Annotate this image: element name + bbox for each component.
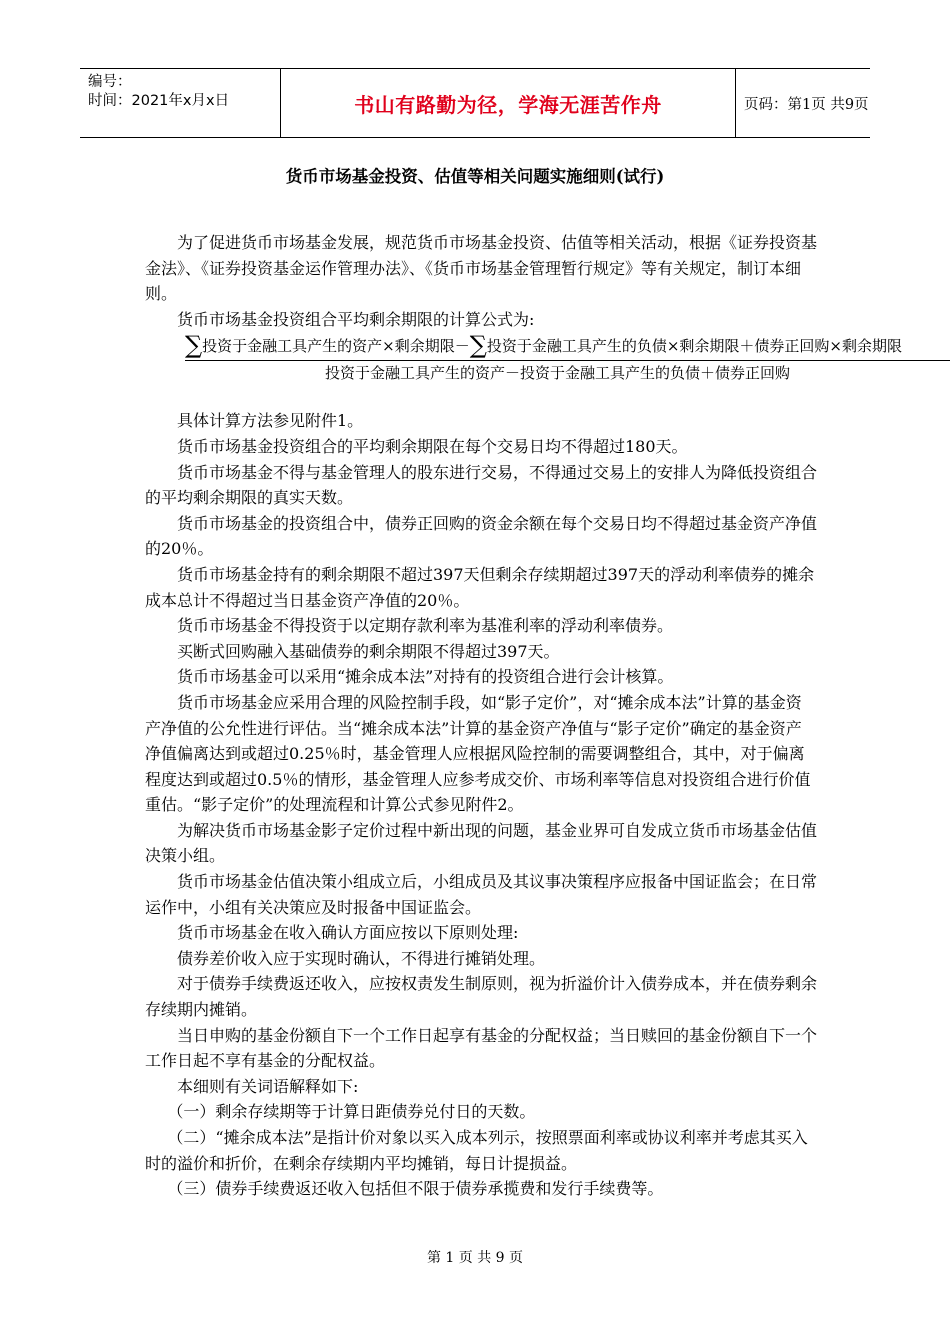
paragraph: 货币市场基金估值决策小组成立后，小组成员及其议事决策程序应报备中国证监会；在日常运作中，小组有关决策应及时报备中国证监会。	[145, 872, 818, 917]
time-label: 时间：2021年x月x日	[88, 93, 230, 109]
paragraph: 具体计算方法参见附件1。	[177, 411, 364, 431]
motto: 书山有路勤为径，学海无涯苦作舟	[354, 92, 662, 117]
page-footer: 第 1 页 共 9 页	[426, 1250, 524, 1266]
formula-denominator: 投资于金融工具产生的资产－投资于金融工具产生的负债＋债券正回购	[325, 364, 791, 383]
sigma-symbol: ∑	[469, 331, 487, 360]
paragraph: 货币市场基金持有的剩余期限不超过397天但剩余存续期超过397天的浮动利率债券的摊余成本总计不得超过当日基金资产净值的20％。	[145, 564, 815, 610]
paragraph: 债券差价收入应于实现时确认，不得进行摊销处理。	[177, 948, 546, 968]
header-meta	[80, 69, 280, 137]
paragraph: 货币市场基金的投资组合中，债券正回购的资金余额在每个交易日均不得超过基金资产净值的20％。	[145, 513, 818, 559]
paragraph: 货币市场基金不得投资于以定期存款利率为基准利率的浮动利率债券。	[177, 616, 674, 636]
paragraph: 货币市场基金应采用合理的风险控制手段，如“影子定价”，对“摊余成本法”计算的基金资产净值的公允性进行评估。当“摊余成本法”计算的基金资产净值与“影子定价”确定的基金资产净值偏离达到或超过0.25％时，基金管理人应根据风险控制的需要调整组合，其中，对于偏离程度达到或超过0.5％的情形，基金管理人应参考成交价、市场利率等信息对投资组合进行价值重估。“影子定价”的处理流程和计算公式参见附件2。	[145, 692, 811, 815]
paragraph: 本细则有关词语解释如下:	[177, 1076, 359, 1096]
paragraph: 当日申购的基金份额自下一个工作日起享有基金的分配权益；当日赎回的基金份额自下一个工作日起不享有基金的分配权益。	[145, 1025, 818, 1071]
paragraph: （二）“摊余成本法”是指计价对象以买入成本列示，按照票面利率或协议利率并考虑其买入时的溢价和折价，在剩余存续期内平均摊销，每日计提损益。	[145, 1128, 808, 1173]
page-info: 页码：第1页 共9页	[744, 96, 869, 113]
document-title: 货币市场基金投资、估值等相关问题实施细则(试行)	[285, 167, 665, 186]
number-label: 编号：	[88, 74, 132, 90]
paragraph: 货币市场基金可以采用“摊余成本法”对持有的投资组合进行会计核算。	[177, 667, 674, 687]
paragraph: 对于债券手续费返还收入，应按权责发生制原则，视为折溢价计入债券成本，并在债券剩余存续期内摊销。	[145, 974, 818, 1020]
numerator-part2: 投资于金融工具产生的负债×剩余期限＋债券正回购×剩余期限	[486, 337, 902, 356]
formula	[185, 332, 945, 382]
header-motto-cell	[280, 69, 736, 137]
paragraph: 为解决货币市场基金影子定价过程中新出现的问题，基金业界可自发成立货币市场基金估值决策小组。	[145, 820, 818, 866]
paragraph: 为了促进货币市场基金发展，规范货币市场基金投资、估值等相关活动，根据《证券投资基金法》、《证券投资基金运作管理办法》、《货币市场基金管理暂行规定》等有关规定，制订本细则。	[145, 233, 818, 304]
paragraph: 货币市场基金投资组合的平均剩余期限在每个交易日均不得超过180天。	[177, 436, 688, 456]
paragraph: 货币市场基金在收入确认方面应按以下原则处理:	[177, 923, 519, 943]
numerator-part1: 投资于金融工具产生的资产×剩余期限－	[202, 337, 470, 356]
document-body	[145, 230, 902, 1202]
fraction-bar	[185, 360, 950, 361]
sigma-symbol: ∑	[185, 331, 203, 360]
paragraph: 货币市场基金投资组合平均剩余期限的计算公式为:	[177, 309, 535, 329]
paragraph: （一）剩余存续期等于计算日距债券兑付日的天数。	[167, 1102, 536, 1122]
paragraph: 货币市场基金不得与基金管理人的股东进行交易，不得通过交易上的安排人为降低投资组合的平均剩余期限的真实天数。	[145, 462, 818, 508]
formula-numerator	[185, 332, 902, 358]
header-table	[80, 68, 870, 138]
paragraph: （三）债券手续费返还收入包括但不限于债券承揽费和发行手续费等。	[167, 1179, 664, 1199]
paragraph: 买断式回购融入基础债券的剩余期限不得超过397天。	[177, 641, 560, 661]
